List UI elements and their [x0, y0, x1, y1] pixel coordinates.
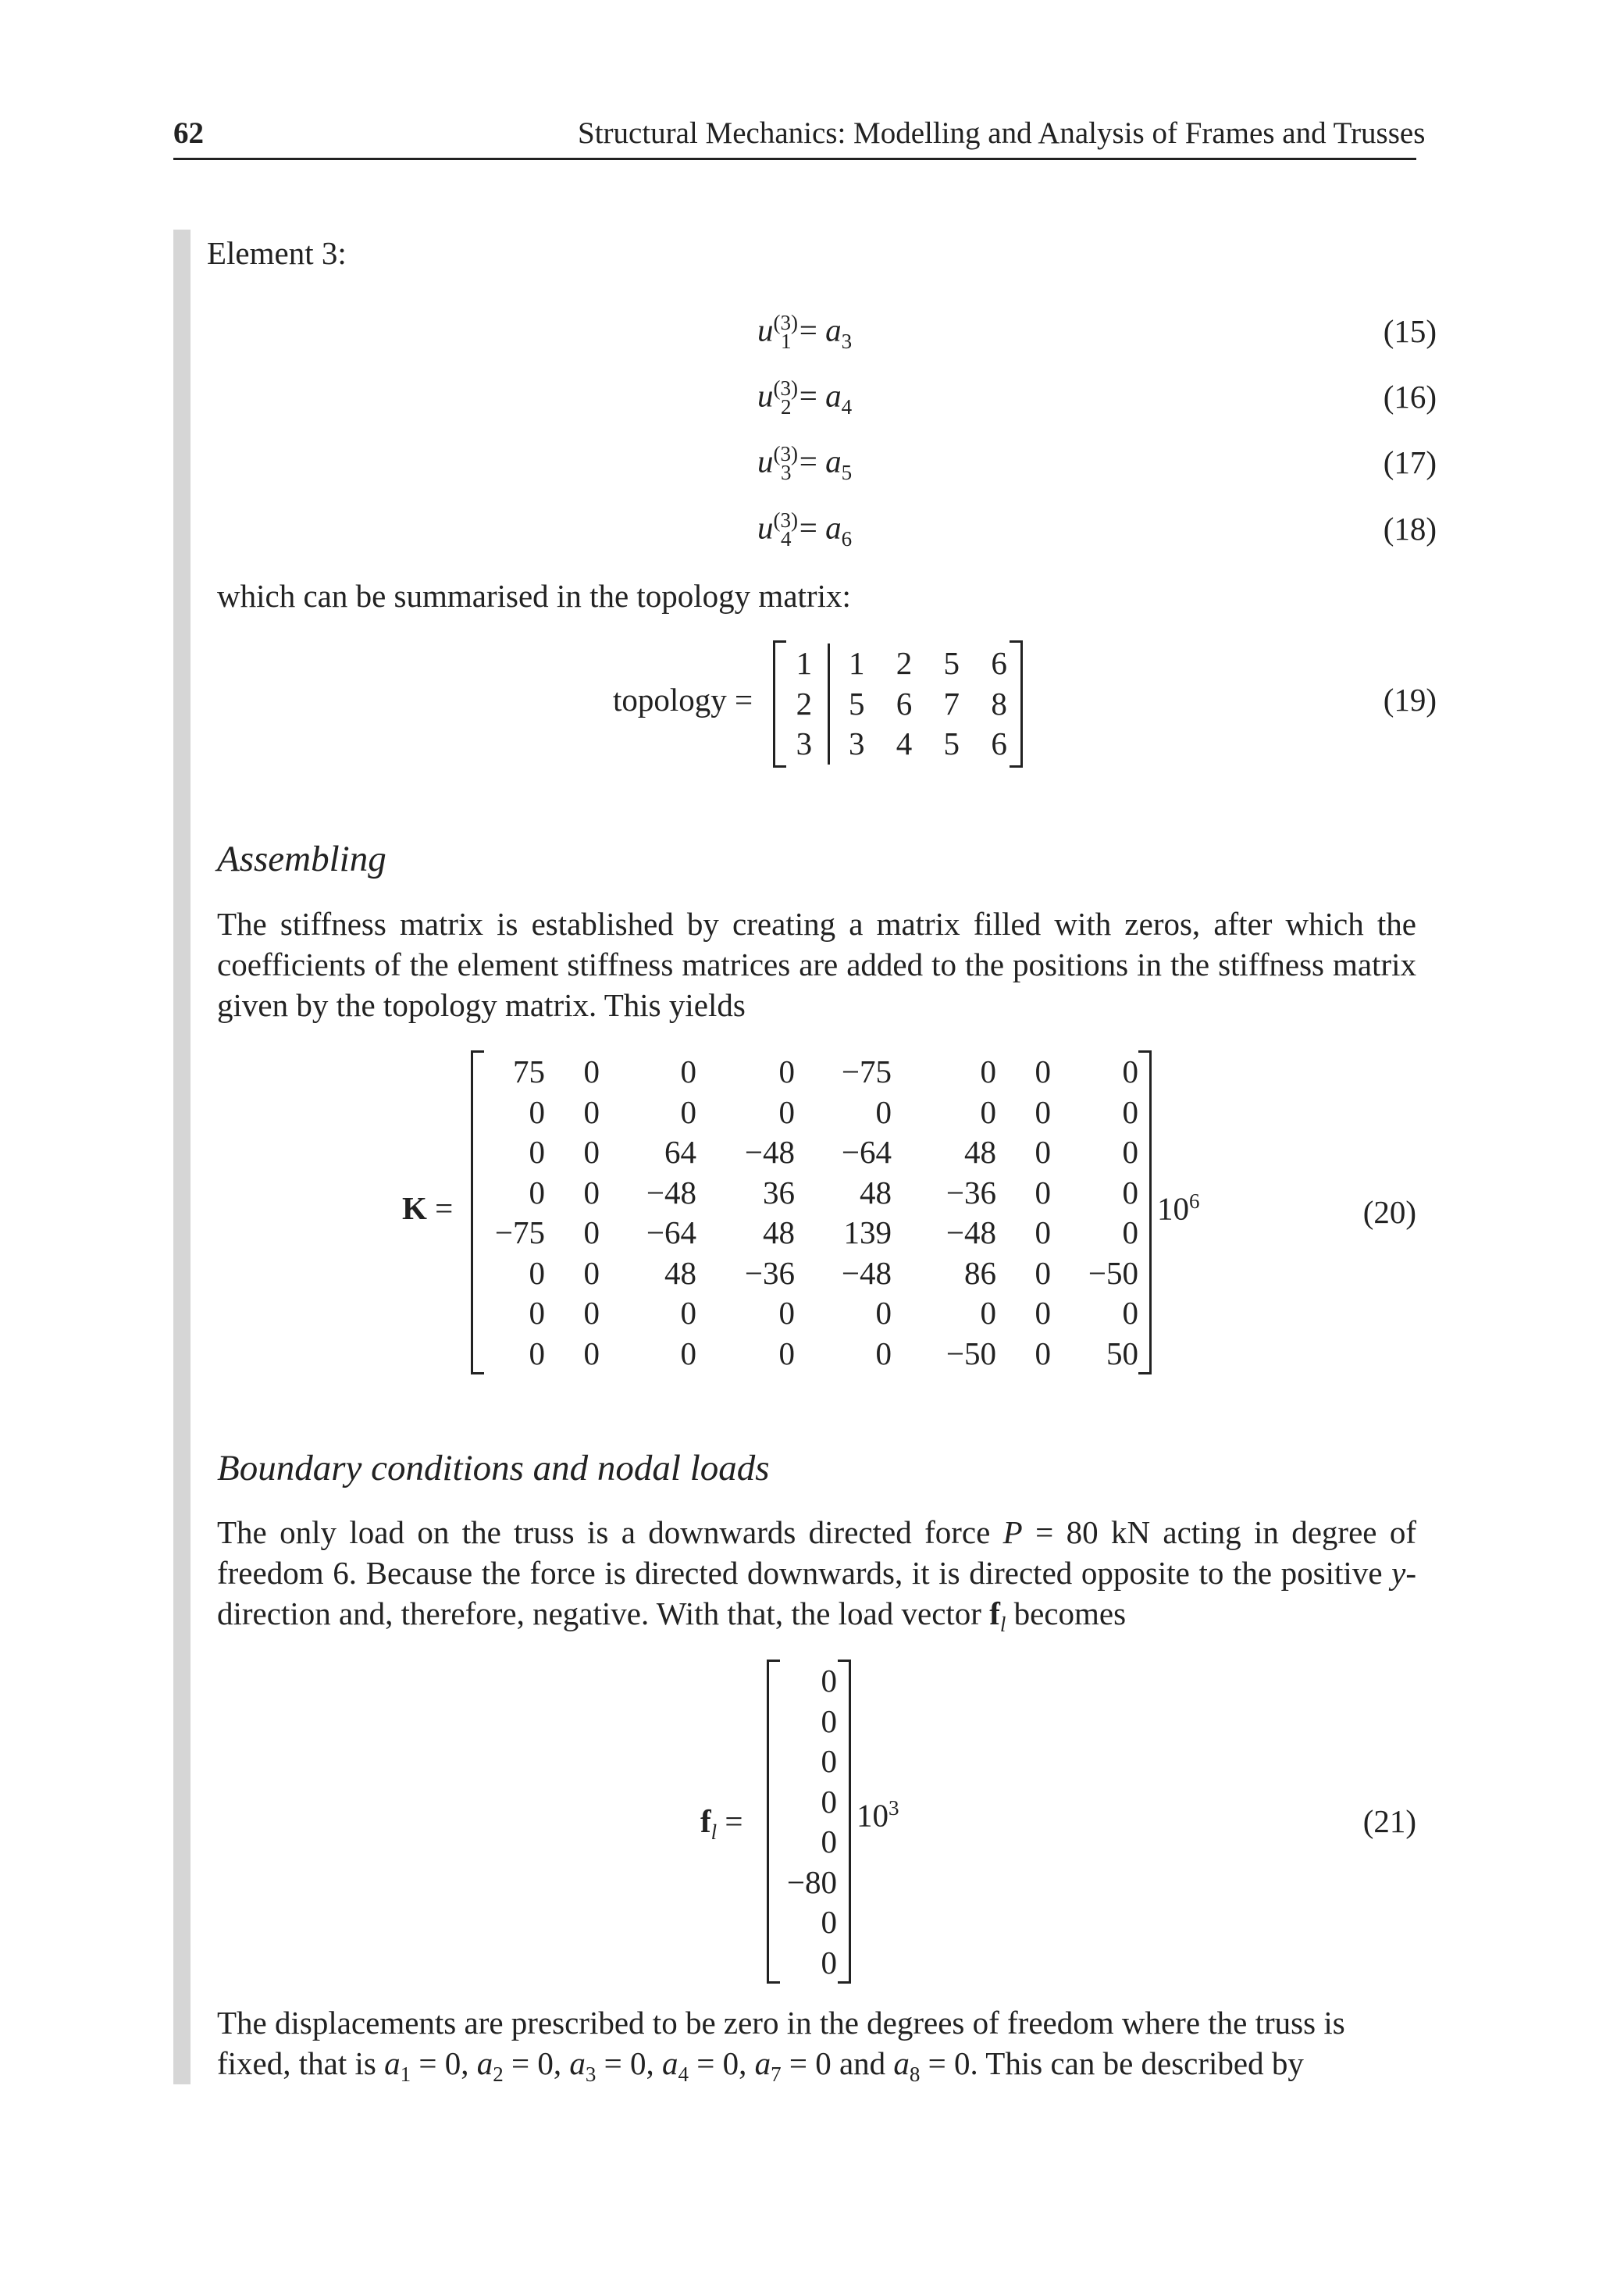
- u-symbol: u: [757, 312, 774, 348]
- equation-number: (18): [1383, 511, 1437, 547]
- matrix-cell: 0: [583, 1174, 600, 1210]
- load-vector-symbol: f: [989, 1595, 1000, 1631]
- condition-subscript: 4: [678, 2062, 689, 2087]
- matrix-cell: 0: [778, 1335, 795, 1371]
- equation-row: [757, 376, 852, 419]
- u-superscript: (3): [773, 376, 798, 400]
- final-line-2: [217, 2043, 1419, 2095]
- condition-subscript: 7: [771, 2062, 782, 2087]
- equation-number: (15): [1383, 313, 1437, 349]
- topology-dof: 5: [943, 726, 960, 761]
- matrix-cell: −48: [646, 1174, 696, 1210]
- matrix-cell: 0: [1122, 1093, 1138, 1130]
- topology-element-number: 2: [796, 685, 813, 722]
- topology-dof: 1: [848, 645, 865, 681]
- matrix-cell: 48: [964, 1134, 996, 1170]
- matrix-cell: 0: [980, 1054, 996, 1089]
- matrix-cell: 0: [1035, 1054, 1051, 1089]
- matrix-cell: 0: [875, 1093, 892, 1130]
- matrix-cell: 0: [529, 1174, 545, 1210]
- topology-element-number: 1: [796, 645, 813, 681]
- final-line-1: The displacements are prescribed to be zero in the degrees of freedom where the truss is: [217, 2005, 1345, 2041]
- matrix-cell: 0: [875, 1295, 892, 1331]
- condition-subscript: 2: [493, 2062, 504, 2087]
- condition-value: = 0 and: [789, 2045, 886, 2081]
- left-bracket: [471, 1050, 484, 1374]
- matrix-cell: 0: [778, 1295, 795, 1331]
- matrix-cell: 0: [1122, 1054, 1138, 1089]
- matrix-cell: −36: [946, 1174, 996, 1210]
- equals: =: [799, 509, 817, 546]
- matrix-cell: −48: [841, 1254, 892, 1291]
- a-subscript: 6: [841, 526, 853, 551]
- matrix-cell: 0: [1122, 1174, 1138, 1210]
- u-subscript: 1: [780, 329, 792, 353]
- matrix-cell: 50: [1106, 1335, 1138, 1371]
- matrix-cell: 0: [583, 1134, 600, 1170]
- condition-value: = 0.: [928, 2045, 978, 2081]
- topology-dof: 8: [991, 685, 1007, 722]
- a-subscript: 4: [841, 394, 853, 419]
- matrix-cell: 0: [1035, 1214, 1051, 1250]
- matrix-cell: 48: [763, 1214, 795, 1250]
- matrix-cell: 0: [778, 1093, 795, 1130]
- right-bracket: [1138, 1050, 1152, 1374]
- equation-row: [757, 442, 852, 485]
- a-symbol: a: [825, 509, 842, 546]
- matrix-cell: 86: [964, 1254, 996, 1291]
- header-rule: [173, 158, 1416, 160]
- matrix-cell: −64: [841, 1134, 892, 1170]
- topology-dof: 3: [848, 726, 865, 761]
- u-subscript: 4: [780, 526, 792, 551]
- condition-symbol: a: [661, 2045, 678, 2081]
- u-symbol: u: [757, 509, 774, 546]
- condition-subscript: 1: [400, 2062, 411, 2087]
- topology-dof: 4: [896, 726, 913, 761]
- matrix-cell: 0: [583, 1254, 600, 1291]
- matrix-cell: 0: [583, 1054, 600, 1089]
- topology-lhs: topology =: [613, 682, 753, 718]
- a-symbol: a: [825, 377, 842, 414]
- boundary-text-3: -direction and, therefore, negative. With that, the load vector: [217, 1555, 1416, 1631]
- load-vector: [767, 1660, 851, 1984]
- final-text-end: This can be described by: [985, 2045, 1304, 2081]
- topology-element-number: 3: [796, 726, 813, 761]
- matrix-cell: 48: [664, 1254, 696, 1291]
- matrix-cell: 0: [980, 1295, 996, 1331]
- u-superscript: (3): [773, 508, 798, 532]
- topology-dof: 7: [943, 685, 960, 722]
- example-margin-bar: [173, 230, 191, 2084]
- matrix-cell: 0: [1122, 1134, 1138, 1170]
- u-symbol: u: [757, 443, 774, 480]
- force-symbol: P: [1002, 1514, 1023, 1550]
- running-title: Structural Mechanics: Modelling and Analysis of Frames and Trusses: [578, 116, 1426, 150]
- condition-value: = 0,: [418, 2045, 469, 2081]
- topology-dof: 2: [896, 645, 913, 681]
- matrix-cell: 0: [1035, 1134, 1051, 1170]
- matrix-cell: 0: [875, 1335, 892, 1371]
- a-symbol: a: [825, 312, 842, 348]
- equation-number-20: (20): [1362, 1194, 1416, 1230]
- vector-cell: 0: [821, 1783, 837, 1820]
- matrix-cell: 0: [529, 1093, 545, 1130]
- topology-dof: 6: [991, 726, 1007, 761]
- condition-symbol: a: [476, 2045, 493, 2081]
- topology-dof: 5: [943, 645, 960, 681]
- stiffness-scale-base: 10: [1157, 1190, 1189, 1227]
- load-lhs: [700, 1802, 743, 1845]
- matrix-cell: 75: [513, 1054, 545, 1089]
- load-scale-base: 10: [856, 1797, 889, 1834]
- boundary-text-2: = 80 kN acting in degree of freedom 6. Because the force is directed downwards, it is directed opposite to the positive: [217, 1514, 1417, 1591]
- vector-cell: 0: [821, 1743, 837, 1779]
- matrix-cell: −64: [646, 1214, 696, 1250]
- matrix-cell: −75: [494, 1214, 545, 1250]
- equals: =: [799, 377, 817, 414]
- equation-number: (17): [1383, 444, 1437, 480]
- matrix-cell: −50: [1088, 1254, 1138, 1291]
- matrix-cell: 0: [583, 1295, 600, 1331]
- topology-dof: 6: [991, 645, 1007, 681]
- u-subscript: 3: [780, 460, 792, 484]
- boundary-heading: Boundary conditions and nodal loads: [217, 1448, 770, 1488]
- matrix-cell: −48: [744, 1134, 795, 1170]
- load-scale: [856, 1796, 899, 1834]
- load-subscript: l: [710, 1820, 718, 1845]
- load-vector-subscript: l: [999, 1613, 1006, 1637]
- equation-number-19: (19): [1383, 682, 1437, 718]
- condition-symbol: a: [754, 2045, 771, 2081]
- equation-row: [757, 311, 852, 354]
- stiffness-lhs: [402, 1189, 453, 1227]
- matrix-cell: 64: [664, 1134, 696, 1170]
- matrix-cell: 0: [529, 1254, 545, 1291]
- element-3-label: Element 3:: [207, 235, 347, 271]
- u-superscript: (3): [773, 311, 798, 334]
- matrix-cell: 0: [1122, 1295, 1138, 1331]
- y-symbol: y: [1391, 1555, 1406, 1591]
- condition-symbol: a: [384, 2045, 401, 2081]
- topology-dof: 5: [848, 685, 865, 722]
- equals: =: [799, 312, 817, 348]
- boundary-text-1: The only load on the truss is a downwards directed force: [217, 1514, 991, 1550]
- vector-cell: 0: [821, 1904, 837, 1940]
- equation-number-21: (21): [1362, 1803, 1416, 1839]
- condition-value: = 0,: [604, 2045, 654, 2081]
- matrix-cell: −48: [946, 1214, 996, 1250]
- matrix-cell: −36: [744, 1254, 795, 1291]
- a-subscript: 5: [841, 460, 853, 484]
- matrix-cell: 0: [583, 1335, 600, 1371]
- u-symbol: u: [757, 377, 774, 414]
- stiffness-scale: [1157, 1189, 1200, 1228]
- matrix-cell: 0: [680, 1335, 696, 1371]
- load-symbol: f: [700, 1803, 711, 1839]
- stiffness-equals: =: [435, 1190, 454, 1226]
- condition-symbol: a: [569, 2045, 586, 2081]
- spacer: [823, 644, 833, 684]
- condition-value: = 0,: [511, 2045, 562, 2081]
- vector-cell: 0: [821, 1663, 837, 1699]
- boundary-paragraph: [217, 1512, 1416, 1645]
- left-bracket: [773, 640, 786, 768]
- matrix-cell: 0: [1035, 1093, 1051, 1130]
- assembling-paragraph: The stiffness matrix is established by creating a matrix filled with zeros, after which the coefficients of the element stiffness matrices are added to the positions in the stiffness matrix given by the topology matrix. This yields: [217, 906, 1416, 1023]
- u-superscript: (3): [773, 442, 798, 465]
- condition-subscript: 3: [585, 2062, 597, 2087]
- vector-cell: 0: [821, 1702, 837, 1739]
- stiffness-matrix: [471, 1050, 1152, 1374]
- matrix-cell: 0: [1035, 1295, 1051, 1331]
- matrix-cell: −50: [946, 1335, 996, 1371]
- matrix-cell: 139: [843, 1214, 892, 1250]
- matrix-cell: 0: [583, 1093, 600, 1130]
- matrix-cell: 0: [1035, 1254, 1051, 1291]
- topology-matrix: [773, 640, 1023, 768]
- a-symbol: a: [825, 443, 842, 480]
- topology-intro: which can be summarised in the topology matrix:: [217, 578, 851, 614]
- matrix-cell: 0: [680, 1093, 696, 1130]
- matrix-cell: 0: [1035, 1335, 1051, 1371]
- matrix-cell: 0: [680, 1295, 696, 1331]
- condition-symbol: a: [893, 2045, 910, 2081]
- spacer: [823, 684, 833, 725]
- matrix-cell: 0: [529, 1134, 545, 1170]
- condition-value: = 0,: [696, 2045, 747, 2081]
- matrix-cell: 0: [529, 1335, 545, 1371]
- matrix-cell: 48: [860, 1174, 892, 1210]
- load-equals: =: [725, 1803, 743, 1839]
- stiffness-symbol: K: [402, 1190, 427, 1226]
- assembling-heading: Assembling: [217, 839, 386, 879]
- matrix-cell: −75: [841, 1054, 892, 1089]
- matrix-cell: 36: [763, 1174, 795, 1210]
- stiffness-scale-exp: 6: [1189, 1189, 1200, 1213]
- a-subscript: 3: [841, 329, 853, 353]
- page-number: 62: [173, 116, 204, 150]
- boundary-text-4: becomes: [1013, 1595, 1127, 1631]
- equals: =: [799, 443, 817, 480]
- matrix-cell: 0: [980, 1093, 996, 1130]
- right-bracket: [838, 1660, 851, 1984]
- condition-subscript: 8: [909, 2062, 921, 2087]
- equation-row: [757, 508, 852, 551]
- matrix-cell: 0: [583, 1214, 600, 1250]
- final-text-start: fixed, that is: [217, 2045, 376, 2081]
- load-scale-exp: 3: [889, 1796, 899, 1820]
- matrix-cell: 0: [1035, 1174, 1051, 1210]
- vector-cell: −80: [786, 1863, 837, 1900]
- vector-cell: 0: [821, 1824, 837, 1859]
- topology-dof: 6: [896, 685, 913, 722]
- equation-number: (16): [1383, 379, 1437, 415]
- u-subscript: 2: [780, 394, 792, 419]
- vector-cell: 0: [821, 1944, 837, 1980]
- matrix-cell: 0: [529, 1295, 545, 1331]
- matrix-cell: 0: [1122, 1214, 1138, 1250]
- spacer: [823, 724, 833, 765]
- matrix-cell: 0: [680, 1054, 696, 1089]
- matrix-cell: 0: [778, 1054, 795, 1089]
